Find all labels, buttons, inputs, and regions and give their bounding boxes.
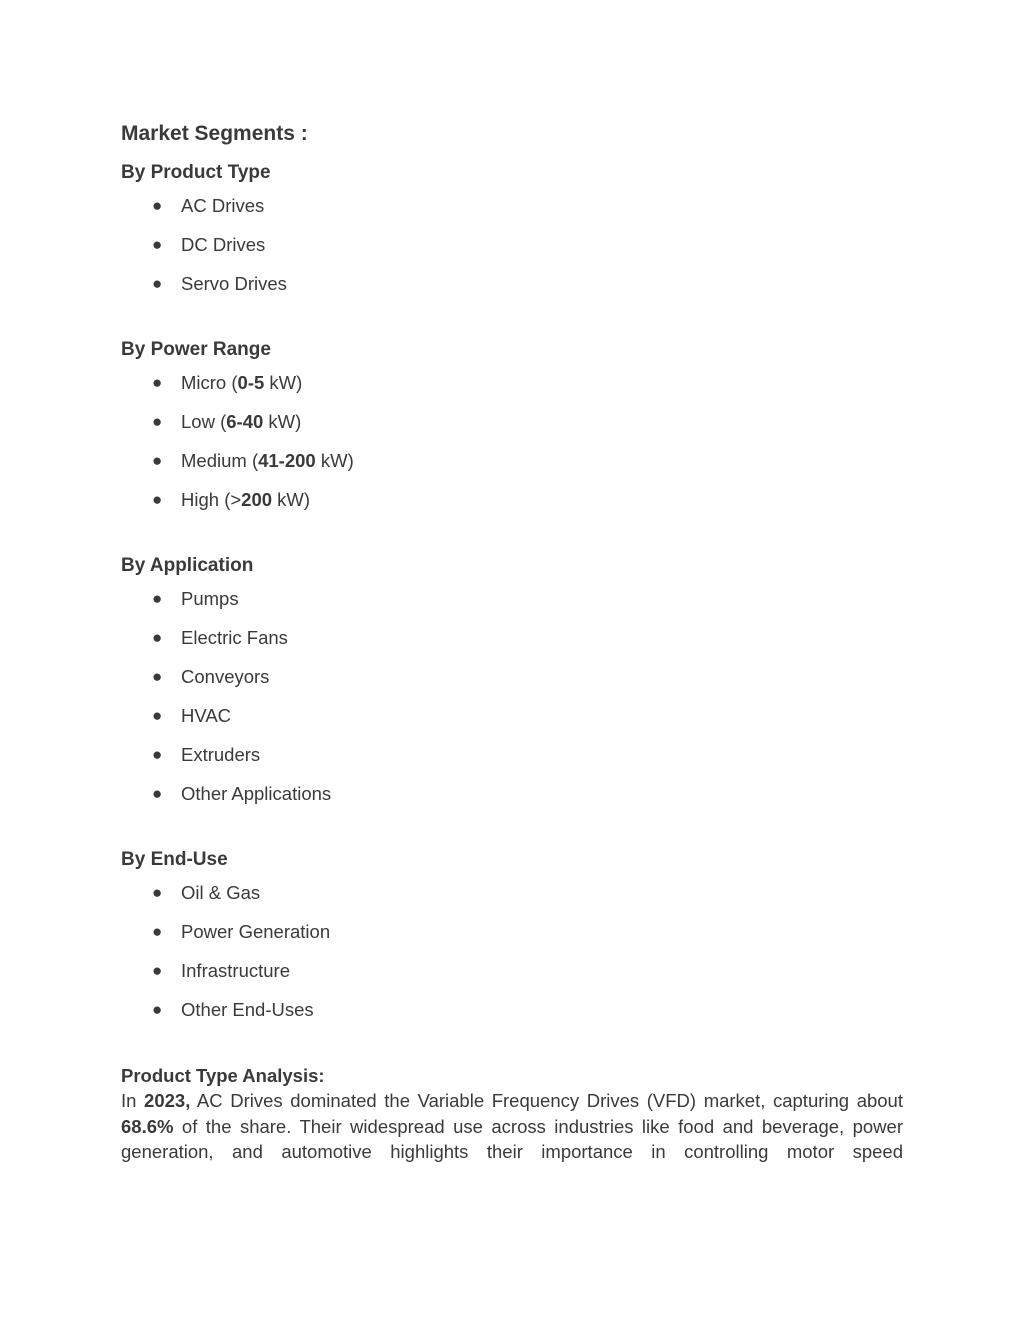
bullet-icon: ● [152, 745, 163, 764]
list-item [121, 657, 903, 696]
text-run: kW) [272, 489, 311, 510]
text-run: kW) [315, 450, 354, 471]
list-item [121, 264, 903, 303]
bullet-icon: ● [152, 412, 163, 431]
bullet-icon: ● [152, 883, 163, 902]
text-run: Pumps [181, 588, 239, 609]
bullet-icon: ● [152, 451, 163, 470]
list-item [121, 363, 903, 402]
bullet-icon: ● [152, 667, 163, 686]
bold-text: 6-40 [226, 411, 264, 432]
bullet-icon: ● [152, 373, 163, 392]
section-heading: By End-Use [121, 849, 228, 870]
bold-text: 200 [241, 489, 273, 510]
text-run: Other Applications [181, 783, 332, 804]
text-run: Electric Fans [181, 627, 288, 648]
list-item [121, 441, 903, 480]
text-run: of the share. Their widespread use across industries like food and beverage, power generation, and automotive highlights their importance in controlling motor speed [121, 1115, 903, 1162]
text-run: Oil & Gas [181, 882, 261, 903]
text-run: kW) [264, 372, 303, 393]
segment-list [121, 873, 903, 1029]
list-item [121, 402, 903, 441]
list-item [121, 990, 903, 1029]
segment-list [121, 186, 903, 303]
bullet-icon: ● [152, 628, 163, 647]
document-page [121, 118, 903, 1165]
bold-text: 2023, [144, 1090, 191, 1111]
list-item [121, 186, 903, 225]
page-title: Market Segments : [121, 122, 308, 145]
text-run: Power Generation [181, 921, 331, 942]
list-item [121, 480, 903, 519]
text-run: Medium ( [181, 450, 259, 471]
bullet-icon: ● [152, 589, 163, 608]
list-item [121, 225, 903, 264]
text-run: HVAC [181, 705, 232, 726]
bullet-icon: ● [152, 922, 163, 941]
section-heading: By Product Type [121, 162, 271, 183]
text-run: High (> [181, 489, 242, 510]
text-run: DC Drives [181, 234, 266, 255]
text-run: Extruders [181, 744, 261, 765]
bullet-icon: ● [152, 706, 163, 725]
bullet-icon: ● [152, 235, 163, 254]
list-item [121, 912, 903, 951]
text-run: In [121, 1090, 145, 1111]
segment-list [121, 363, 903, 519]
bullet-icon: ● [152, 961, 163, 980]
section-heading: By Application [121, 555, 254, 576]
text-run: Other End-Uses [181, 999, 314, 1020]
text-run: Micro ( [181, 372, 238, 393]
bold-text: 68.6% [121, 1115, 174, 1137]
list-item [121, 774, 903, 813]
segment-list [121, 579, 903, 813]
bold-text: 0-5 [237, 372, 265, 393]
text-run: Servo Drives [181, 273, 287, 294]
section-heading: By Power Range [121, 339, 271, 360]
text-run: kW) [263, 411, 302, 432]
text-run: Low ( [181, 411, 227, 432]
text-run: Infrastructure [181, 960, 290, 981]
bullet-icon: ● [152, 490, 163, 509]
list-item [121, 735, 903, 774]
bullet-icon: ● [152, 196, 163, 215]
bold-text: 41-200 [258, 450, 316, 471]
list-item [121, 873, 903, 912]
analysis-heading: Product Type Analysis: [121, 1065, 325, 1086]
list-item [121, 951, 903, 990]
list-item [121, 618, 903, 657]
bullet-icon: ● [152, 1000, 163, 1019]
text-run: AC Drives dominated the Variable Frequency Drives (VFD) market, capturing about [190, 1090, 903, 1111]
analysis-paragraph [121, 1088, 903, 1165]
bullet-icon: ● [152, 784, 163, 803]
bullet-icon: ● [152, 274, 163, 293]
text-run: Conveyors [181, 666, 270, 687]
list-item [121, 579, 903, 618]
text-run: AC Drives [181, 195, 265, 216]
segment-sections [121, 160, 903, 1029]
list-item [121, 696, 903, 735]
